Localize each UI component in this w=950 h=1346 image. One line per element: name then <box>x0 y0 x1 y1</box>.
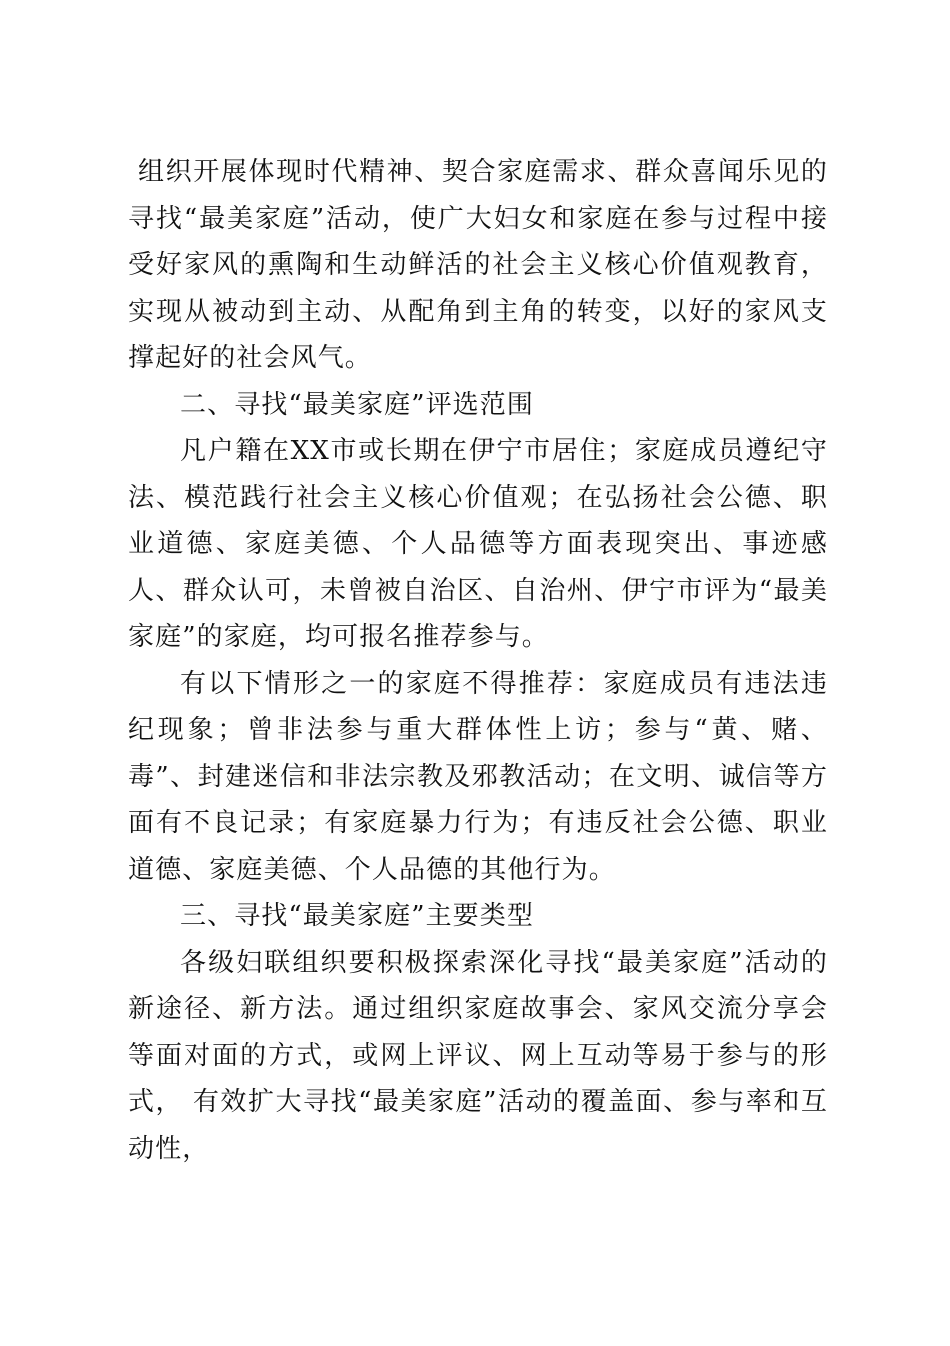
paragraph-intro: 组织开展体现时代精神、契合家庭需求、群众喜闻乐见的寻找“最美家庭”活动，使广大妇女和家庭在参与过程中接受好家风的熏陶和生动鲜活的社会主义核心价值观教育，实现从被动到主动、从配角到主角的转变，以好的家风支撑起好的社会风气。 <box>128 157 828 373</box>
section-heading-2: 二、寻找“最美家庭”评选范围 <box>180 389 534 420</box>
paragraph-eligibility: 凡户籍在XX市或长期在伊宁市居住；家庭成员遵纪守法、模范践行社会主义核心价值观；在弘扬社会公德、职业道德、家庭美德、个人品德等方面表现突出、事迹感人、群众认可，未曾被自治区、自治州、伊宁市评为“最美家庭”的家庭，均可报名推荐参与。 <box>128 436 828 652</box>
document-body <box>128 149 828 1172</box>
paragraph-exclusions: 有以下情形之一的家庭不得推荐：家庭成员有违法违纪现象；曾非法参与重大群体性上访；参与“黄、赌、毒”、封建迷信和非法宗教及邪教活动；在文明、诚信等方面有不良记录；有家庭暴力行为；有违反社会公德、职业道德、家庭美德、个人品德的其他行为。 <box>128 668 828 885</box>
section-heading-3: 三、寻找“最美家庭”主要类型 <box>180 901 534 931</box>
paragraph-types: 各级妇联组织要积极探索深化寻找“最美家庭”活动的新途径、新方法。通过组织家庭故事会、家风交流分享会等面对面的方式，或网上评议、网上互动等易于参与的形式， 有效扩大寻找“最美家庭”活动的覆盖面、参与率和互动性， <box>128 947 828 1164</box>
